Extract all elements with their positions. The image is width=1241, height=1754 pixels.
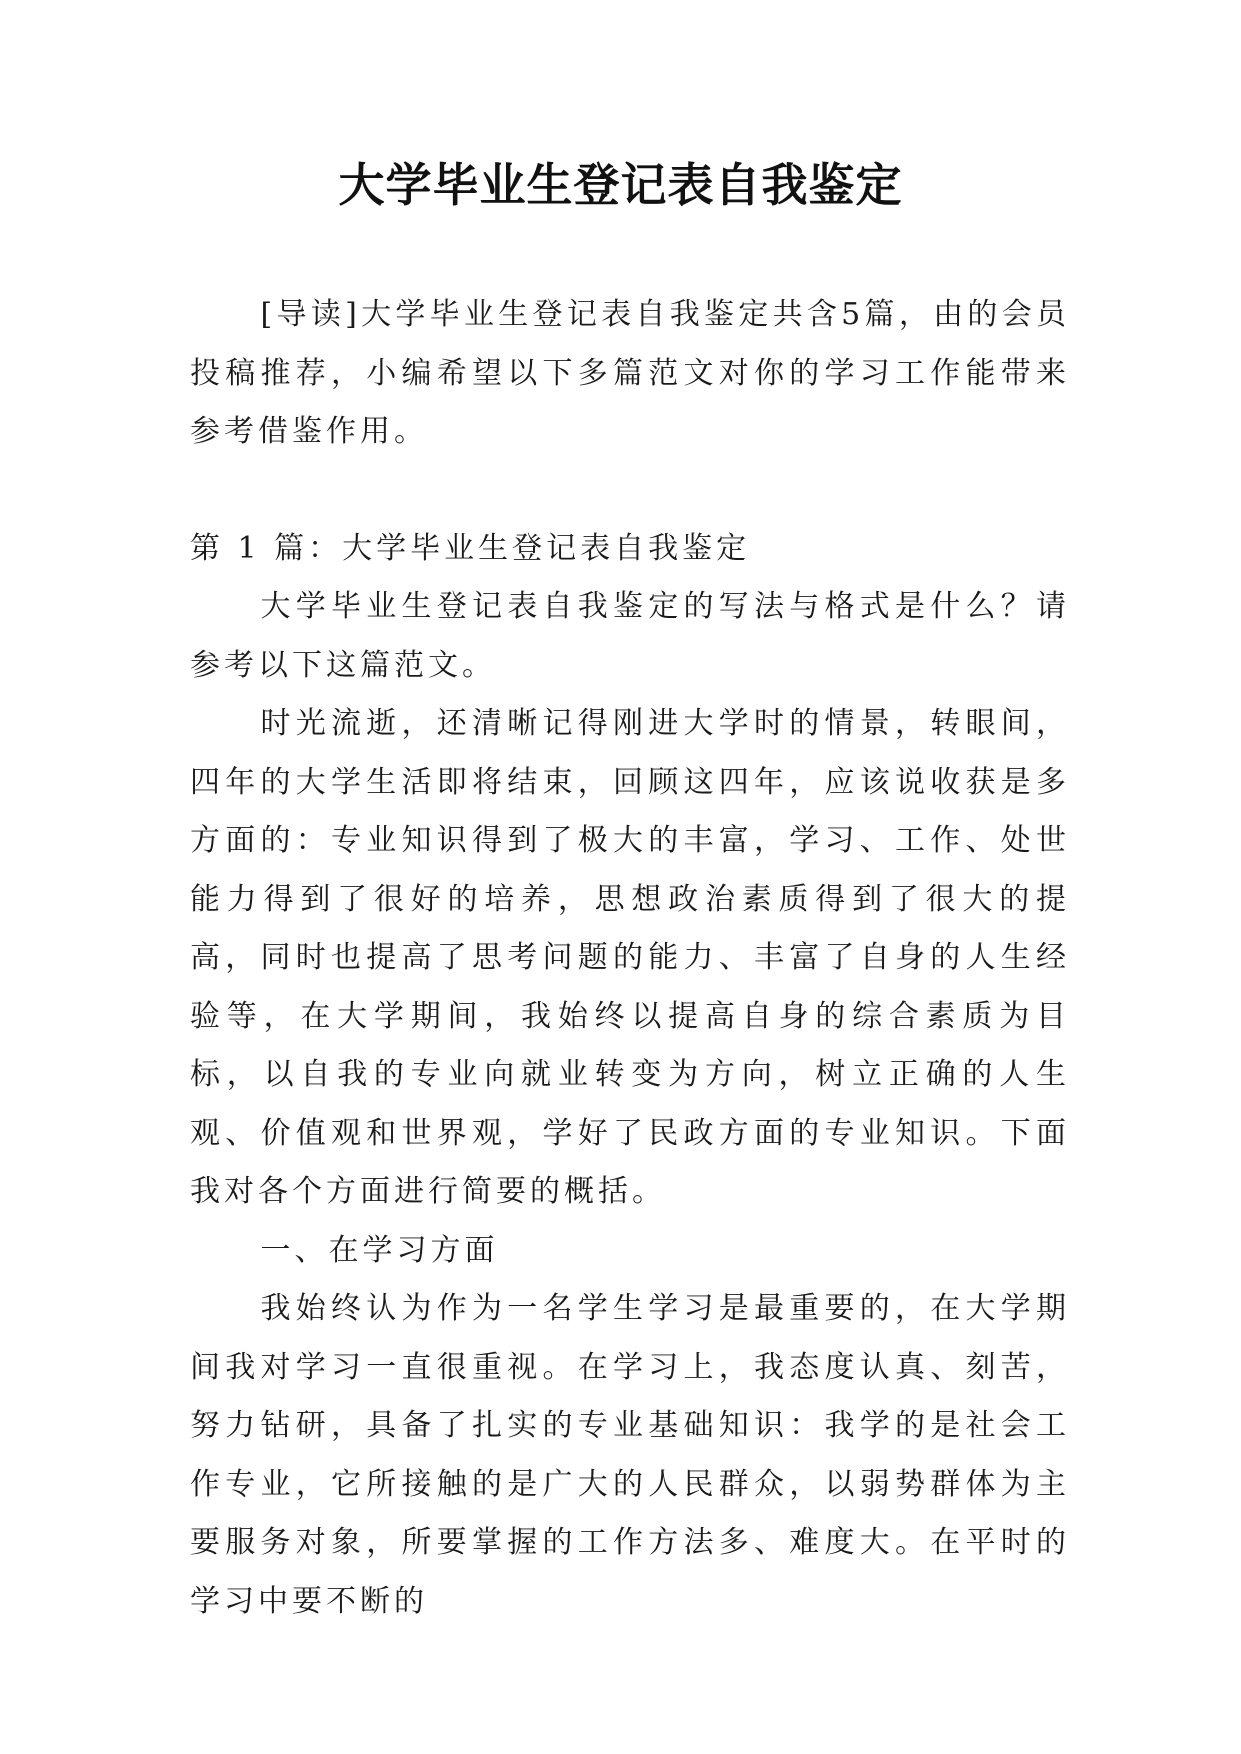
intro-paragraph: [导读]大学毕业生登记表自我鉴定共含5篇，由的会员投稿推荐，小编希望以下多篇范文对你的学习工作能带来参考借鉴作用。 (190, 297, 1070, 449)
body-paragraph: 我始终认为作为一名学生学习是最重要的，在大学期间我对学习一直很重视。在学习上，我态度认真、刻苦，努力钻研，具备了扎实的专业基础知识：我学的是社会工作专业，它所接触的是广大的人民群众，以弱势群体为主要服务对象，所要掌握的工作方法多、难度大。在平时的学习中要不断的 (190, 1291, 1070, 1619)
paragraph-gap (190, 462, 1070, 520)
document-body (190, 286, 1070, 1631)
subheading: 一、在学习方面 (260, 1232, 499, 1268)
document-title: 大学毕业生登记表自我鉴定 (338, 158, 903, 212)
body-paragraph: 大学毕业生登记表自我鉴定的写法与格式是什么？请参考以下这篇范文。 (190, 589, 1070, 683)
body-paragraph: 时光流逝，还清晰记得刚进大学时的情景，转眼间，四年的大学生活即将结束，回顾这四年，应该说收获是多方面的：专业知识得到了极大的丰富，学习、工作、处世能力得到了很好的培养，思想政治素质得到了很大的提高，同时也提高了思考问题的能力、丰富了自身的人生经验等，在大学期间，我始终以提高自身的综合素质为目标，以自我的专业向就业转变为方向，树立正确的人生观、价值观和世界观，学好了民政方面的专业知识。下面我对各个方面进行简要的概括。 (190, 706, 1070, 1209)
section-heading: 第 1 篇：大学毕业生登记表自我鉴定 (190, 530, 751, 566)
